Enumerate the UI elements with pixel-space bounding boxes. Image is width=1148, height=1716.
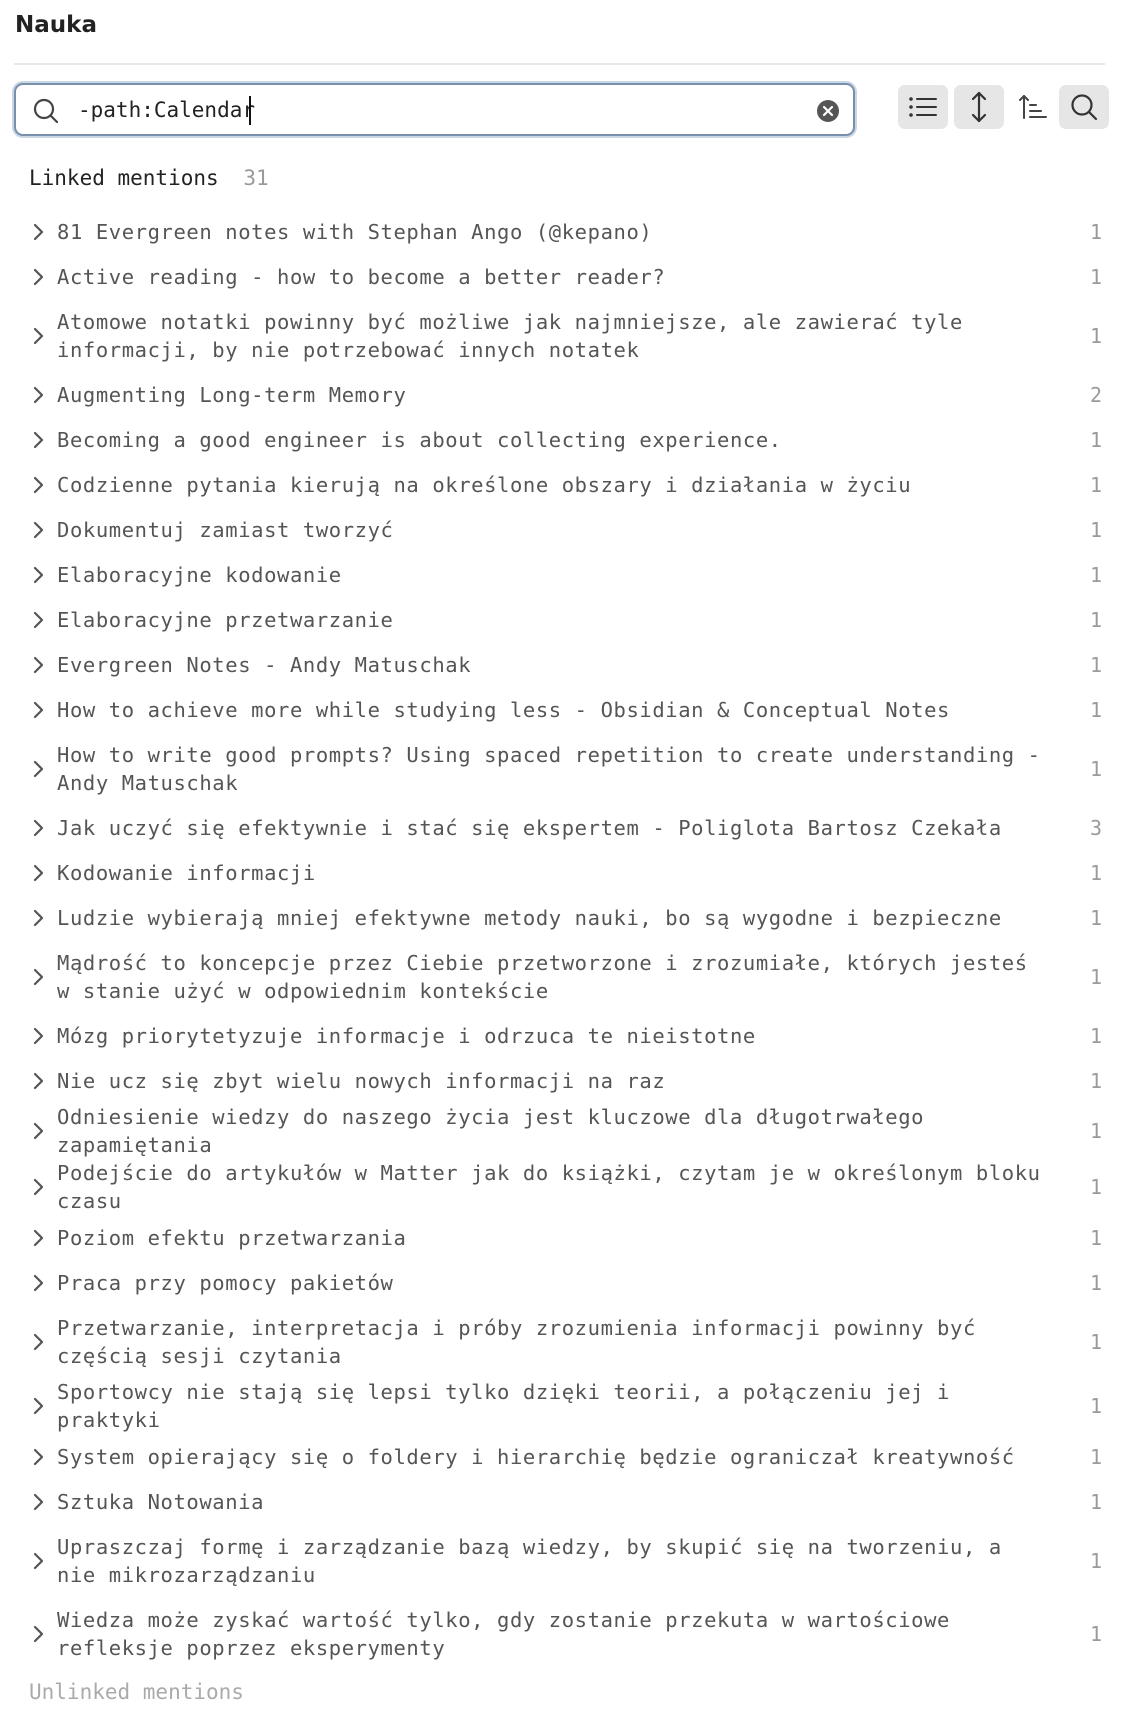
mention-row[interactable] (26, 1434, 1106, 1479)
chevron-right-icon[interactable] (26, 1330, 50, 1354)
sort-ascending-icon (1018, 92, 1048, 122)
mention-row[interactable] (26, 1103, 1106, 1159)
mention-title[interactable]: Wiedza może zyskać wartość tylko, gdy zostanie przekuta w wartościowe refleksje poprzez eksperymenty (57, 1607, 951, 1660)
search-input[interactable] (76, 93, 818, 127)
chevron-right-icon[interactable] (26, 861, 50, 885)
chevron-right-icon[interactable] (26, 1024, 50, 1048)
mention-title[interactable]: Przetwarzanie, interpretacja i próby zrozumienia informacji powinny być częścią sesji czytania (57, 1315, 976, 1368)
mention-count: 1 (1089, 1068, 1102, 1093)
mention-count: 1 (1089, 756, 1102, 781)
page-title: Nauka (15, 12, 97, 38)
mention-row[interactable] (26, 850, 1106, 895)
mention-title[interactable]: Mądrość to koncepcje przez Ciebie przetworzone i zrozumiałe, których jesteś w stanie użyć w odpowiednim kontekście (57, 950, 1028, 1003)
mention-title[interactable]: Odniesienie wiedzy do naszego życia jest kluczowe dla długotrwałego zapamiętania (57, 1105, 925, 1157)
mention-row[interactable] (26, 1159, 1106, 1215)
mention-title[interactable]: Codzienne pytania kierują na określone obszary i działania w życiu (57, 472, 912, 497)
mention-count: 1 (1089, 905, 1102, 930)
mention-count: 1 (1089, 219, 1102, 244)
mention-row[interactable] (26, 687, 1106, 732)
mention-title[interactable]: Sztuka Notowania (57, 1489, 265, 1514)
search-icon (32, 97, 60, 125)
mention-title[interactable]: Dokumentuj zamiast tworzyć (57, 517, 394, 542)
mention-title[interactable]: Sportowcy nie stają się lepsi tylko dzięki teorii, a połączeniu jej i praktyki (57, 1380, 951, 1432)
chevron-right-icon[interactable] (26, 1445, 50, 1469)
chevron-right-icon[interactable] (26, 757, 50, 781)
mention-row[interactable] (26, 372, 1106, 417)
mention-row[interactable] (26, 940, 1106, 1013)
mention-row[interactable] (26, 805, 1106, 850)
title-divider (14, 63, 1105, 65)
mention-title[interactable]: How to achieve more while studying less - Obsidian & Conceptual Notes (57, 697, 951, 722)
mention-count: 1 (1089, 697, 1102, 722)
chevron-right-icon[interactable] (26, 1622, 50, 1646)
mention-row[interactable] (26, 1378, 1106, 1434)
sort-button[interactable] (1008, 85, 1058, 129)
mention-count: 1 (1089, 860, 1102, 885)
linked-mentions-label: Linked mentions (29, 166, 219, 190)
mention-count: 1 (1089, 264, 1102, 289)
mention-row[interactable] (26, 1260, 1106, 1305)
search-toggle-button[interactable] (1059, 85, 1109, 129)
mention-count: 3 (1089, 815, 1102, 840)
chevron-right-icon[interactable] (26, 1394, 50, 1418)
mention-count: 2 (1089, 382, 1102, 407)
chevron-right-icon[interactable] (26, 1490, 50, 1514)
list-icon (908, 94, 938, 120)
chevron-right-icon[interactable] (26, 1226, 50, 1250)
mention-count: 1 (1089, 607, 1102, 632)
chevron-right-icon[interactable] (26, 965, 50, 989)
mention-title[interactable]: Podejście do artykułów w Matter jak do książki, czytam je w określonym bloku czasu (57, 1161, 1041, 1213)
mention-count: 1 (1089, 1175, 1102, 1199)
mention-row[interactable] (26, 254, 1106, 299)
mention-title[interactable]: Nie ucz się zbyt wielu nowych informacji na raz (57, 1068, 666, 1093)
mention-title[interactable]: System opierający się o foldery i hierarchię będzie ograniczał kreatywność (57, 1444, 1015, 1469)
mention-count: 1 (1089, 1621, 1102, 1646)
mention-title[interactable]: Elaboracyjne kodowanie (57, 562, 342, 587)
chevron-right-icon[interactable] (26, 473, 50, 497)
mention-title[interactable]: Ludzie wybierają mniej efektywne metody nauki, bo są wygodne i bezpieczne (57, 905, 1002, 930)
mention-row[interactable] (26, 552, 1106, 597)
mention-row[interactable] (26, 1479, 1106, 1524)
linked-mentions-heading[interactable] (29, 166, 269, 190)
chevron-right-icon[interactable] (26, 1549, 50, 1573)
mention-row[interactable] (26, 1524, 1106, 1597)
chevron-right-icon[interactable] (26, 1069, 50, 1093)
text-caret (249, 96, 251, 125)
mention-row[interactable] (26, 1013, 1106, 1058)
mention-row[interactable] (26, 1058, 1106, 1103)
mention-row[interactable] (26, 732, 1106, 805)
expand-vertical-icon (969, 90, 989, 124)
search-box[interactable] (14, 83, 855, 136)
chevron-right-icon[interactable] (26, 1119, 50, 1143)
mention-title[interactable]: Active reading - how to become a better reader? (57, 264, 666, 289)
mention-count: 1 (1089, 1023, 1102, 1048)
mention-title[interactable]: Kodowanie informacji (57, 860, 316, 885)
mention-title[interactable]: Evergreen Notes - Andy Matuschak (57, 652, 472, 677)
linked-mentions-count: 31 (243, 166, 269, 190)
mention-count: 1 (1089, 427, 1102, 452)
unlinked-mentions-heading[interactable]: Unlinked mentions (29, 1680, 244, 1704)
mention-title[interactable]: Atomowe notatki powinny być możliwe jak najmniejsze, ale zawierać tyle informacji, by nie potrzebować innych notatek (57, 309, 963, 362)
mention-count: 1 (1089, 964, 1102, 989)
chevron-right-icon[interactable] (26, 906, 50, 930)
mention-row[interactable] (26, 507, 1106, 552)
mention-row[interactable] (26, 1215, 1106, 1260)
chevron-right-icon[interactable] (26, 698, 50, 722)
mention-title[interactable]: How to write good prompts? Using spaced repetition to create understanding - Andy Matuschak (57, 742, 1041, 795)
mention-row[interactable] (26, 1305, 1106, 1378)
mention-title[interactable]: Augmenting Long-term Memory (57, 382, 407, 407)
mention-row[interactable] (26, 299, 1106, 372)
linked-mentions-list (26, 209, 1106, 1670)
mention-row[interactable] (26, 597, 1106, 642)
chevron-right-icon[interactable] (26, 608, 50, 632)
mention-count: 1 (1089, 1329, 1102, 1354)
mention-row[interactable] (26, 462, 1106, 507)
chevron-right-icon[interactable] (26, 1175, 50, 1199)
mention-row[interactable] (26, 209, 1106, 254)
chevron-right-icon[interactable] (26, 816, 50, 840)
mention-title[interactable]: Mózg priorytetyzuje informacje i odrzuca te nieistotne (57, 1023, 756, 1048)
chevron-right-icon[interactable] (26, 1271, 50, 1295)
expand-collapse-button[interactable] (954, 85, 1004, 129)
chevron-right-icon[interactable] (26, 428, 50, 452)
mention-title[interactable]: Becoming a good engineer is about collecting experience. (57, 427, 782, 452)
mention-count: 1 (1089, 1119, 1102, 1143)
mention-title[interactable]: Poziom efektu przetwarzania (57, 1225, 407, 1250)
mention-title[interactable]: 81 Evergreen notes with Stephan Ango (@kepano) (57, 219, 653, 244)
chevron-right-icon[interactable] (26, 383, 50, 407)
mention-row[interactable] (26, 642, 1106, 687)
mention-count: 1 (1089, 1270, 1102, 1295)
mention-count: 1 (1089, 562, 1102, 587)
chevron-right-icon[interactable] (26, 220, 50, 244)
chevron-right-icon[interactable] (26, 265, 50, 289)
mention-count: 1 (1089, 517, 1102, 542)
mention-count: 1 (1089, 1444, 1102, 1469)
mention-count: 1 (1089, 1548, 1102, 1573)
mention-count: 1 (1089, 472, 1102, 497)
mention-title[interactable]: Elaboracyjne przetwarzanie (57, 607, 394, 632)
mention-count: 1 (1089, 1225, 1102, 1250)
mention-row[interactable] (26, 1597, 1106, 1670)
mention-title[interactable]: Jak uczyć się efektywnie i stać się ekspertem - Poliglota Bartosz Czekała (57, 815, 1002, 840)
clear-search-button[interactable] (816, 99, 840, 123)
list-view-button[interactable] (898, 85, 948, 129)
mention-count: 1 (1089, 1394, 1102, 1418)
mention-count: 1 (1089, 652, 1102, 677)
mention-count: 1 (1089, 1489, 1102, 1514)
chevron-right-icon[interactable] (26, 324, 50, 348)
search-icon (1069, 92, 1099, 122)
chevron-right-icon[interactable] (26, 563, 50, 587)
chevron-right-icon[interactable] (26, 653, 50, 677)
mention-row[interactable] (26, 417, 1106, 462)
chevron-right-icon[interactable] (26, 518, 50, 542)
mention-title[interactable]: Upraszczaj formę i zarządzanie bazą wiedzy, by skupić się na tworzeniu, a nie mikrozarządzaniu (57, 1534, 1002, 1587)
mention-title[interactable]: Praca przy pomocy pakietów (57, 1270, 394, 1295)
mention-count: 1 (1089, 323, 1102, 348)
mention-row[interactable] (26, 895, 1106, 940)
